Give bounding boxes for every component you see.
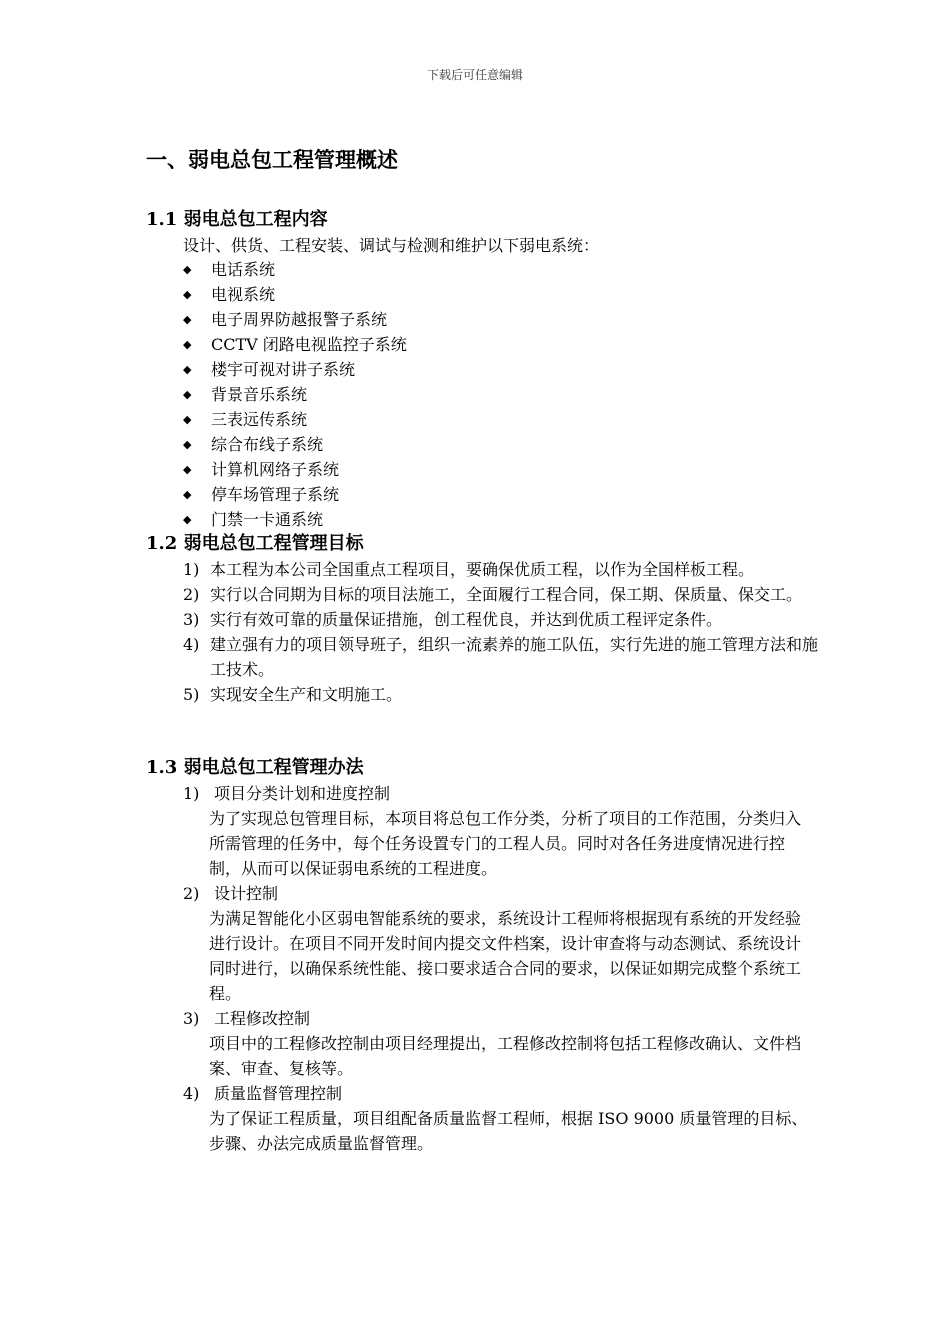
method-body: 为满足智能化小区弱电智能系统的要求，系统设计工程师将根据现有系统的开发经验进行设计。在项目不同开发时间内提交文件档案，设计审查将与动态测试、系统设计同时进行，以确保系统性能、接口要求适合合同的要求，以保证如期完成整个系统工程。 [209,909,802,1003]
item-text: 本工程为本公司全国重点工程项目，要确保优质工程，以作为全国样板工程。 [210,560,755,579]
diamond-bullet-icon: ◆ [183,513,192,526]
method-item [183,1006,823,1081]
document-title: 一、弱电总包工程管理概述 [146,148,398,172]
list-item [183,357,407,382]
list-item-text: 计算机网络子系统 [211,460,340,479]
item-text: 实行有效可靠的质量保证措施，创工程优良，并达到优质工程评定条件。 [210,610,723,629]
list-item-text: 电话系统 [211,260,276,279]
item-number: 5) [183,685,200,704]
section-title: 弱电总包工程管理办法 [183,757,364,778]
list-item [183,582,823,607]
list-item-text: 电子周界防越报警子系统 [211,310,388,329]
section-title: 弱电总包工程管理目标 [183,533,364,554]
diamond-bullet-icon: ◆ [183,488,192,501]
method-item [183,881,823,1006]
goals-list [183,557,823,707]
list-item-text: 门禁一卡通系统 [211,510,324,529]
section-1-heading [146,207,328,233]
item-number: 1) [183,784,200,803]
section-title: 弱电总包工程内容 [183,209,328,230]
item-text: 建立强有力的项目领导班子，组织一流素养的施工队伍，实行先进的施工管理方法和施工技术。 [210,635,819,679]
method-item [183,781,823,881]
list-item [183,557,823,582]
methods-list [183,781,823,1156]
item-number: 3) [183,1009,200,1028]
list-item [183,307,407,332]
diamond-bullet-icon: ◆ [183,388,192,401]
list-item [183,482,407,507]
item-number: 4) [183,635,200,654]
list-item-text: 停车场管理子系统 [211,485,340,504]
item-number: 3) [183,610,200,629]
list-item [183,407,407,432]
method-body: 项目中的工程修改控制由项目经理提出，工程修改控制将包括工程修改确认、文件档案、审查、复核等。 [209,1034,802,1078]
list-item-text: 楼宇可视对讲子系统 [211,360,356,379]
item-text: 实现安全生产和文明施工。 [210,685,403,704]
page-header-note: 下载后可任意编辑 [426,68,523,82]
diamond-bullet-icon: ◆ [183,363,192,376]
section-1-intro: 设计、供货、工程安装、调试与检测和维护以下弱电系统： [183,236,600,255]
method-title: 质量监督管理控制 [214,1084,343,1103]
item-number: 2) [183,585,200,604]
diamond-bullet-icon: ◆ [183,413,192,426]
section-2-heading [146,531,364,557]
list-item-text: 背景音乐系统 [211,385,308,404]
method-item [183,1081,823,1156]
list-item-text: 综合布线子系统 [211,435,324,454]
item-number: 4) [183,1084,200,1103]
list-item [183,632,823,682]
item-number: 1) [183,560,200,579]
list-item-text: 三表远传系统 [211,410,308,429]
list-item [183,507,407,532]
diamond-bullet-icon: ◆ [183,313,192,326]
list-item-text: 电视系统 [211,285,276,304]
list-item [183,257,407,282]
diamond-bullet-icon: ◆ [183,263,192,276]
list-item [183,282,407,307]
method-body: 为了实现总包管理目标，本项目将总包工作分类，分析了项目的工作范围，分类归入所需管理的任务中，每个任务设置专门的工程人员。同时对各任务进度情况进行控制，从而可以保证弱电系统的工程进度。 [209,809,802,878]
system-list [183,257,407,532]
diamond-bullet-icon: ◆ [183,288,192,301]
item-text: 实行以合同期为目标的项目法施工，全面履行工程合同，保工期、保质量、保交工。 [210,585,803,604]
list-item-text: CCTV 闭路电视监控子系统 [211,335,407,354]
method-title: 设计控制 [214,884,279,903]
list-item [183,382,407,407]
method-body: 为了保证工程质量，项目组配备质量监督工程师，根据 ISO 9000 质量管理的目标、步骤、办法完成质量监督管理。 [209,1109,808,1153]
section-number: 1.2 [146,533,178,554]
list-item [183,607,823,632]
section-3-heading [146,755,364,781]
list-item [183,682,823,707]
diamond-bullet-icon: ◆ [183,438,192,451]
item-number: 2) [183,884,200,903]
method-title: 项目分类计划和进度控制 [214,784,391,803]
method-title: 工程修改控制 [214,1009,311,1028]
section-number: 1.1 [146,209,178,230]
list-item [183,332,407,357]
diamond-bullet-icon: ◆ [183,463,192,476]
list-item [183,432,407,457]
list-item [183,457,407,482]
diamond-bullet-icon: ◆ [183,338,192,351]
section-number: 1.3 [146,757,178,778]
